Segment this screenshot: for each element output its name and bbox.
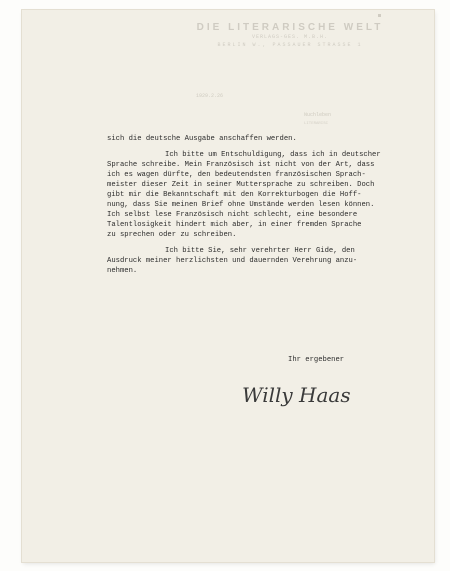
letterhead-address: BERLIN W., PASSAUER STRASSE 1 [217,42,363,48]
body-line: Ich bitte Sie, sehr verehrter Herr Gide, den [165,247,355,255]
closing-salutation: Ihr ergebener [288,356,345,364]
body-line: Ich bitte um Entschuldigung, dass ich in deutscher [165,151,381,159]
letter-body [107,134,437,276]
body-line: nehmen. [107,267,138,275]
letter-page [22,10,434,562]
letterhead-title: DIE LITERARISCHE WELT [196,22,384,33]
body-line: Ausdruck meiner herzlichsten und dauernden Verehrung anzu- [107,257,358,265]
letter-reference-1: Nuchleben [304,112,332,118]
body-line: gibt mir die Bekanntschaft mit den Korrekturbogen die Hoff- [107,191,362,199]
body-line: zu sprechen oder zu schreiben. [107,231,237,239]
handwritten-signature [240,378,360,415]
body-line: ich es wagen dürfte, den bedeutendsten französischen Sprach- [107,171,366,179]
body-line: nung, dass Sie meinen Brief ohne Umstände werden lesen können. [107,201,375,209]
body-line: Ich selbst lese Französisch nicht schlecht, eine besondere [107,211,358,219]
scan-mark [378,14,381,17]
letterhead-publisher: VERLAGS-GES. M.B.H. [251,34,328,40]
letter-date: 1929.2.26 [196,93,224,99]
body-line: meister dieser Zeit in seiner Muttersprache zu schreiben. Doch [107,181,375,189]
svg-text:Willy Haas: Willy Haas [242,383,351,407]
letterhead [175,22,405,48]
letter-reference-2: LITERARISC [304,122,329,126]
body-line: Talentlosigkeit hindert mich aber, in einer fremden Sprache [107,221,362,229]
body-line: Sprache schreibe. Mein Französisch ist nicht von der Art, dass [107,161,375,169]
body-line: sich die deutsche Ausgabe anschaffen werden. [107,135,297,143]
